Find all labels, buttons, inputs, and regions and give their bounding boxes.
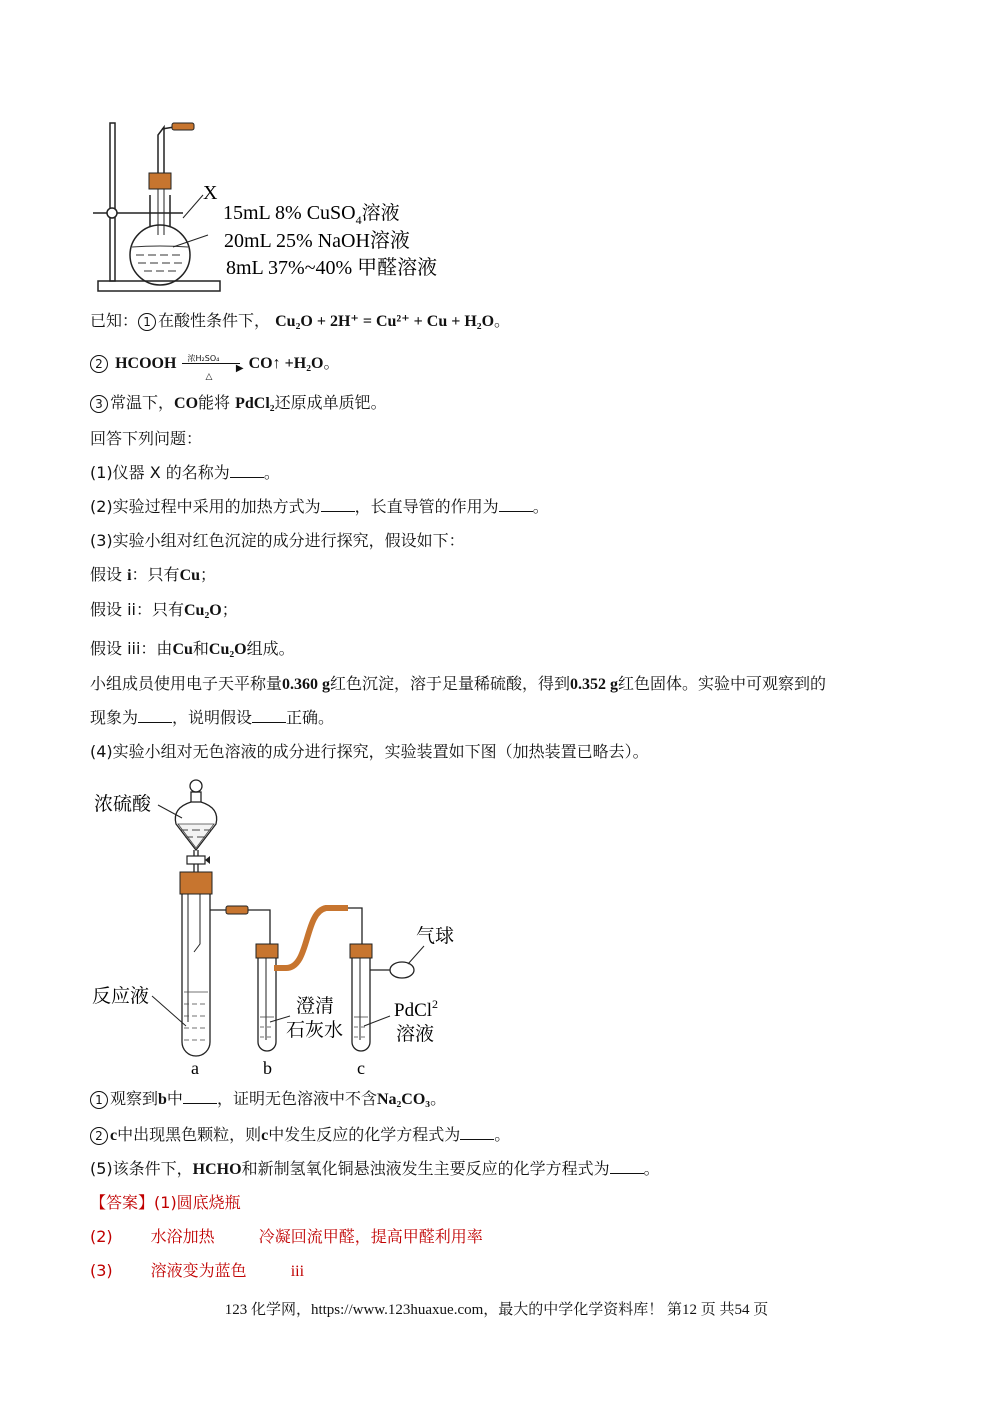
label-naoh: 20mL 25% NaOH溶液 [224, 230, 410, 252]
formula-cu2o-acid: Cu₂O + 2H⁺ = Cu²⁺ + Cu + H₂O [275, 313, 495, 330]
question-2: (2)实验过程中采用的加热方式为 ，长直导管的作用为 。 [90, 497, 549, 516]
label-cuso4-tail: 溶液 [361, 202, 400, 224]
circled-number-2: 2 [90, 355, 108, 373]
question-3: (3)实验小组对红色沉淀的成分进行探究，假设如下： [90, 531, 465, 550]
answer-1: 【答案】(1)圆底烧瓶 [90, 1193, 241, 1212]
label-cuso4: 15mL 8% CuSO [223, 202, 356, 224]
hypothesis-1: 假设 i：只有Cu； [90, 565, 217, 584]
known-item-3: 3 常温下，CO能将 PdCl₂还原成单质钯。 [90, 392, 910, 415]
label-pdcl2-sub: 2 [432, 997, 439, 1011]
question-1: (1)仪器 X 的名称为 。 [90, 463, 280, 482]
circled-number-1: 1 [138, 313, 156, 331]
question-4: (4)实验小组对无色溶液的成分进行探究，实验装置如下图（加热装置已略去）。 [90, 742, 649, 761]
label-limewater-2: 石灰水 [286, 1019, 344, 1041]
hypothesis-2: 假设 ii：只有Cu₂O； [90, 600, 238, 619]
hypothesis-3: 假设 iii：由Cu和Cu₂O组成。 [90, 639, 295, 658]
known-item-2: 2 HCOOH 浓H₂SO₄ ▶ △ CO↑ +H₂O。 [90, 352, 910, 375]
reaction-arrow: 浓H₂SO₄ ▶ △ [182, 357, 244, 371]
question-3-experiment: 小组成员使用电子天平称量0.360 g红色沉淀，溶于足量稀硫酸，得到0.352 g红色固体。实验中可观察到的 [90, 674, 827, 693]
circled-number-3: 3 [90, 395, 108, 413]
label-cuso4-sub: 4 [355, 213, 362, 227]
answer-3: (3) 溶液变为蓝色 iii [90, 1261, 305, 1280]
question-5: (5)该条件下，HCHO和新制氢氧化铜悬浊液发生主要反应的化学方程式为 。 [90, 1159, 660, 1178]
label-x: X [203, 182, 218, 204]
circled-number-1b: 1 [90, 1091, 108, 1109]
known-item-1: 已知： 1 在酸性条件下， Cu₂O + 2H⁺ = Cu²⁺ + Cu + H₂O。 [90, 311, 511, 330]
label-balloon: 气球 [416, 925, 455, 947]
label-solution: 溶液 [396, 1023, 435, 1045]
label-limewater-1: 澄清 [296, 995, 335, 1017]
questions-intro: 回答下列问题： [90, 429, 203, 448]
label-pdcl2: PdCl [394, 1000, 433, 1021]
label-reaction-liquid: 反应液 [92, 985, 150, 1007]
question-3-experiment-cont: 现象为 ，说明假设 正确。 [90, 708, 335, 727]
question-4-1: 1 观察到b中 ，证明无色溶液中不含Na₂CO₃。 [90, 1088, 910, 1111]
label-conc-sulfuric-acid: 浓硫酸 [94, 793, 152, 815]
label-tube-a: a [191, 1058, 199, 1078]
test-tube-apparatus-figure [90, 772, 470, 1082]
label-tube-c: c [357, 1058, 365, 1078]
answer-2: (2) 水浴加热 冷凝回流甲醛，提高甲醛利用率 [90, 1227, 483, 1246]
circled-number-2b: 2 [90, 1127, 108, 1145]
page-footer: 123 化学网，https://www.123huaxue.com，最大的中学化学资料库！ 第12 页 共54 页 [224, 1302, 769, 1318]
svg-text:15mL 8% CuSO4溶液 [223, 202, 400, 227]
answer-tag: 【答案】 [90, 1193, 155, 1212]
question-4-2: 2 c中出现黑色颗粒，则c中发生反应的化学方程式为 。 [90, 1124, 910, 1147]
flask-apparatus-figure [88, 115, 478, 300]
label-tube-b: b [263, 1058, 272, 1078]
label-hcho: 8mL 37%~40% 甲醛溶液 [226, 257, 438, 279]
svg-text:PdCl2 [394, 997, 438, 1021]
